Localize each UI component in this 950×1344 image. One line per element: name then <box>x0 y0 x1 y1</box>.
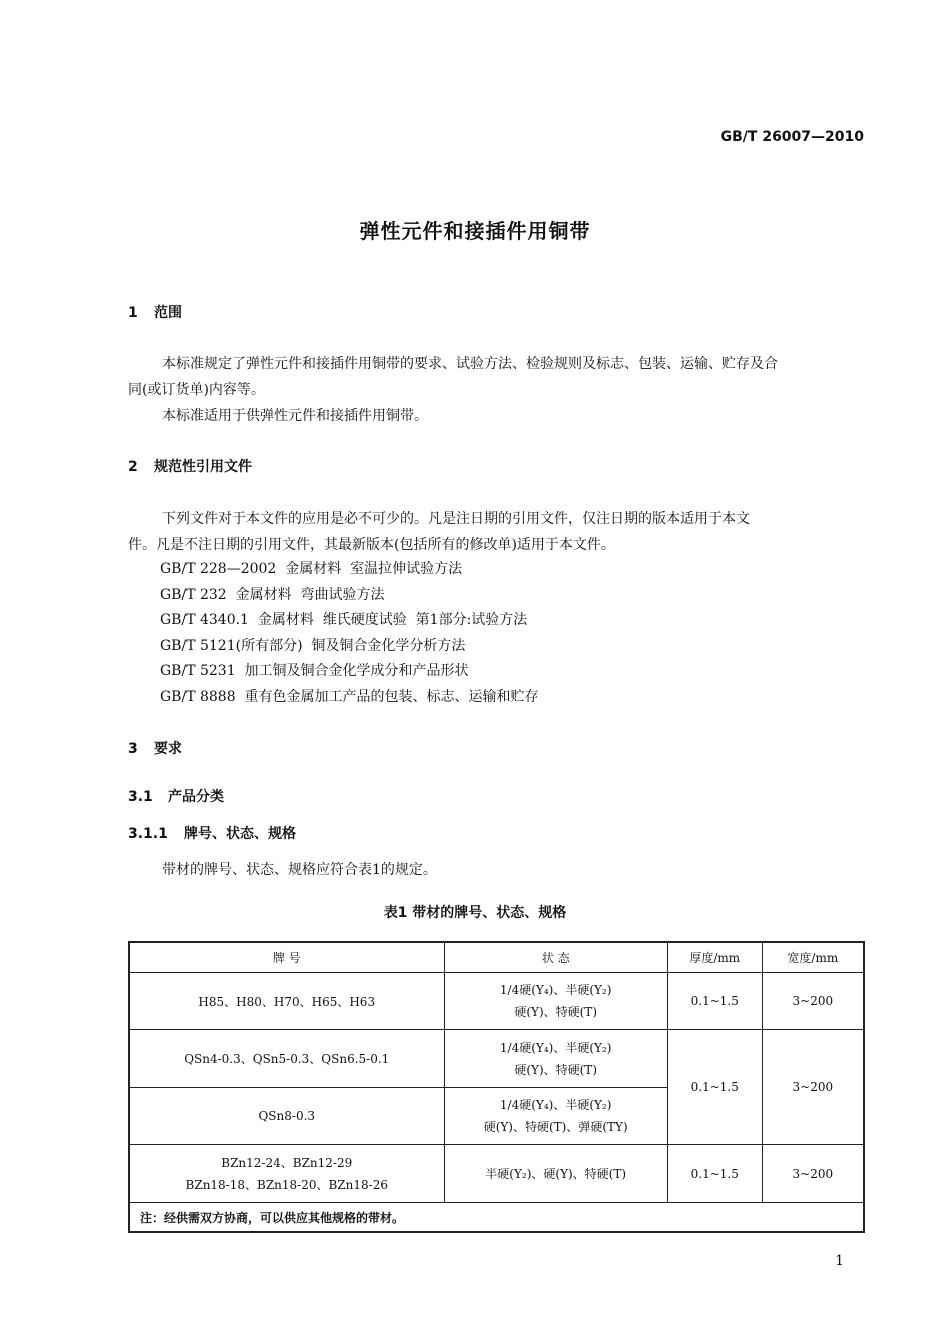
grade-line: BZn18-18、BZn18-20、BZn18-26 <box>185 1177 388 1192</box>
reference-item: GB/T 228—2002 金属材料 室温拉伸试验方法 <box>160 561 463 577</box>
reference-item: GB/T 8888 重有色金属加工产品的包装、标志、运输和贮存 <box>160 689 539 705</box>
section-3-1-1-paragraph <box>128 857 864 883</box>
table-caption: 表1 带材的牌号、状态、规格 <box>383 905 567 921</box>
table-note: 注：经供需双方协商，可以供应其他规格的带材。 <box>129 1203 864 1233</box>
thickness-cell: 0.1~1.5 <box>667 1145 762 1203</box>
state-line: 1/4硬(Y₄)、半硬(Y₂) <box>499 1040 612 1055</box>
state-line: 1/4硬(Y₄)、半硬(Y₂) <box>499 983 612 997</box>
section-number: 2 <box>128 459 138 475</box>
width-cell: 3~200 <box>762 1030 864 1145</box>
state-line: 1/4硬(Y₄)、半硬(Y₂) <box>499 1098 612 1112</box>
state-cell <box>444 1088 667 1145</box>
paragraph-line: 带材的牌号、状态、规格应符合表1的规定。 <box>162 862 437 878</box>
section-1-paragraph <box>128 351 864 429</box>
grade-cell: QSn8-0.3 <box>129 1088 444 1145</box>
section-number: 3.1.1 <box>128 826 168 842</box>
document-title: 弹性元件和接插件用铜带 <box>359 219 591 243</box>
header-state: 状 态 <box>444 942 667 973</box>
paragraph-line: 同(或订货单)内容等。 <box>128 382 265 398</box>
state-line: 硬(Y)、特硬(T)、弹硬(TY) <box>483 1120 628 1134</box>
table-note-row <box>129 1203 864 1233</box>
width-cell: 3~200 <box>762 1145 864 1203</box>
reference-item: GB/T 5231 加工铜及铜合金化学成分和产品形状 <box>160 663 469 679</box>
state-cell: 半硬(Y₂)、硬(Y)、特硬(T) <box>444 1145 667 1203</box>
state-cell <box>444 1030 667 1088</box>
section-3-1-1-heading <box>128 823 296 843</box>
paragraph-line: 本标准规定了弹性元件和接插件用铜带的要求、试验方法、检验规则及标志、包装、运输、贮存及合 <box>162 356 778 372</box>
thickness-cell: 0.1~1.5 <box>667 973 762 1030</box>
section-number: 3 <box>128 741 138 757</box>
reference-item: GB/T 232 金属材料 弯曲试验方法 <box>160 587 385 603</box>
standard-number: GB/T 26007—2010 <box>720 129 864 145</box>
paragraph-line: 本标准适用于供弹性元件和接插件用铜带。 <box>162 408 428 424</box>
section-title: 范围 <box>154 305 182 321</box>
state-line: 硬(Y)、特硬(T) <box>514 1005 597 1019</box>
table-row <box>129 973 864 1030</box>
paragraph-line: 件。凡是不注日期的引用文件，其最新版本(包括所有的修改单)适用于本文件。 <box>128 537 615 553</box>
section-number: 3.1 <box>128 789 153 805</box>
paragraph-line: 下列文件对于本文件的应用是必不可少的。凡是注日期的引用文件，仅注日期的版本适用于本文 <box>162 511 750 527</box>
grade-line: BZn12-24、BZn12-29 <box>221 1155 353 1170</box>
table-header-row <box>129 942 864 973</box>
section-title: 产品分类 <box>168 789 224 805</box>
section-1-heading <box>128 302 182 322</box>
header-thickness: 厚度/mm <box>667 942 762 973</box>
section-number: 1 <box>128 305 138 321</box>
thickness-cell: 0.1~1.5 <box>667 1030 762 1145</box>
section-title: 牌号、状态、规格 <box>184 826 296 842</box>
section-3-1-heading <box>128 786 224 806</box>
width-cell: 3~200 <box>762 973 864 1030</box>
section-2-heading <box>128 456 252 476</box>
section-title: 规范性引用文件 <box>154 459 252 475</box>
state-line: 硬(Y)、特硬(T) <box>514 1062 597 1077</box>
state-cell <box>444 973 667 1030</box>
spec-table <box>128 941 865 1233</box>
page-number: 1 <box>835 1253 844 1269</box>
grade-cell <box>129 1145 444 1203</box>
grade-cell: QSn4-0.3、QSn5-0.3、QSn6.5-0.1 <box>129 1030 444 1088</box>
section-3-heading <box>128 738 182 758</box>
grade-cell: H85、H80、H70、H65、H63 <box>129 973 444 1030</box>
reference-item: GB/T 5121(所有部分) 铜及铜合金化学分析方法 <box>160 638 466 654</box>
header-grade: 牌 号 <box>129 942 444 973</box>
table-row <box>129 1145 864 1203</box>
section-2-paragraph <box>128 506 864 558</box>
reference-item: GB/T 4340.1 金属材料 维氏硬度试验 第1部分:试验方法 <box>160 612 528 628</box>
section-title: 要求 <box>154 741 182 757</box>
header-width: 宽度/mm <box>762 942 864 973</box>
table-row <box>129 1030 864 1088</box>
